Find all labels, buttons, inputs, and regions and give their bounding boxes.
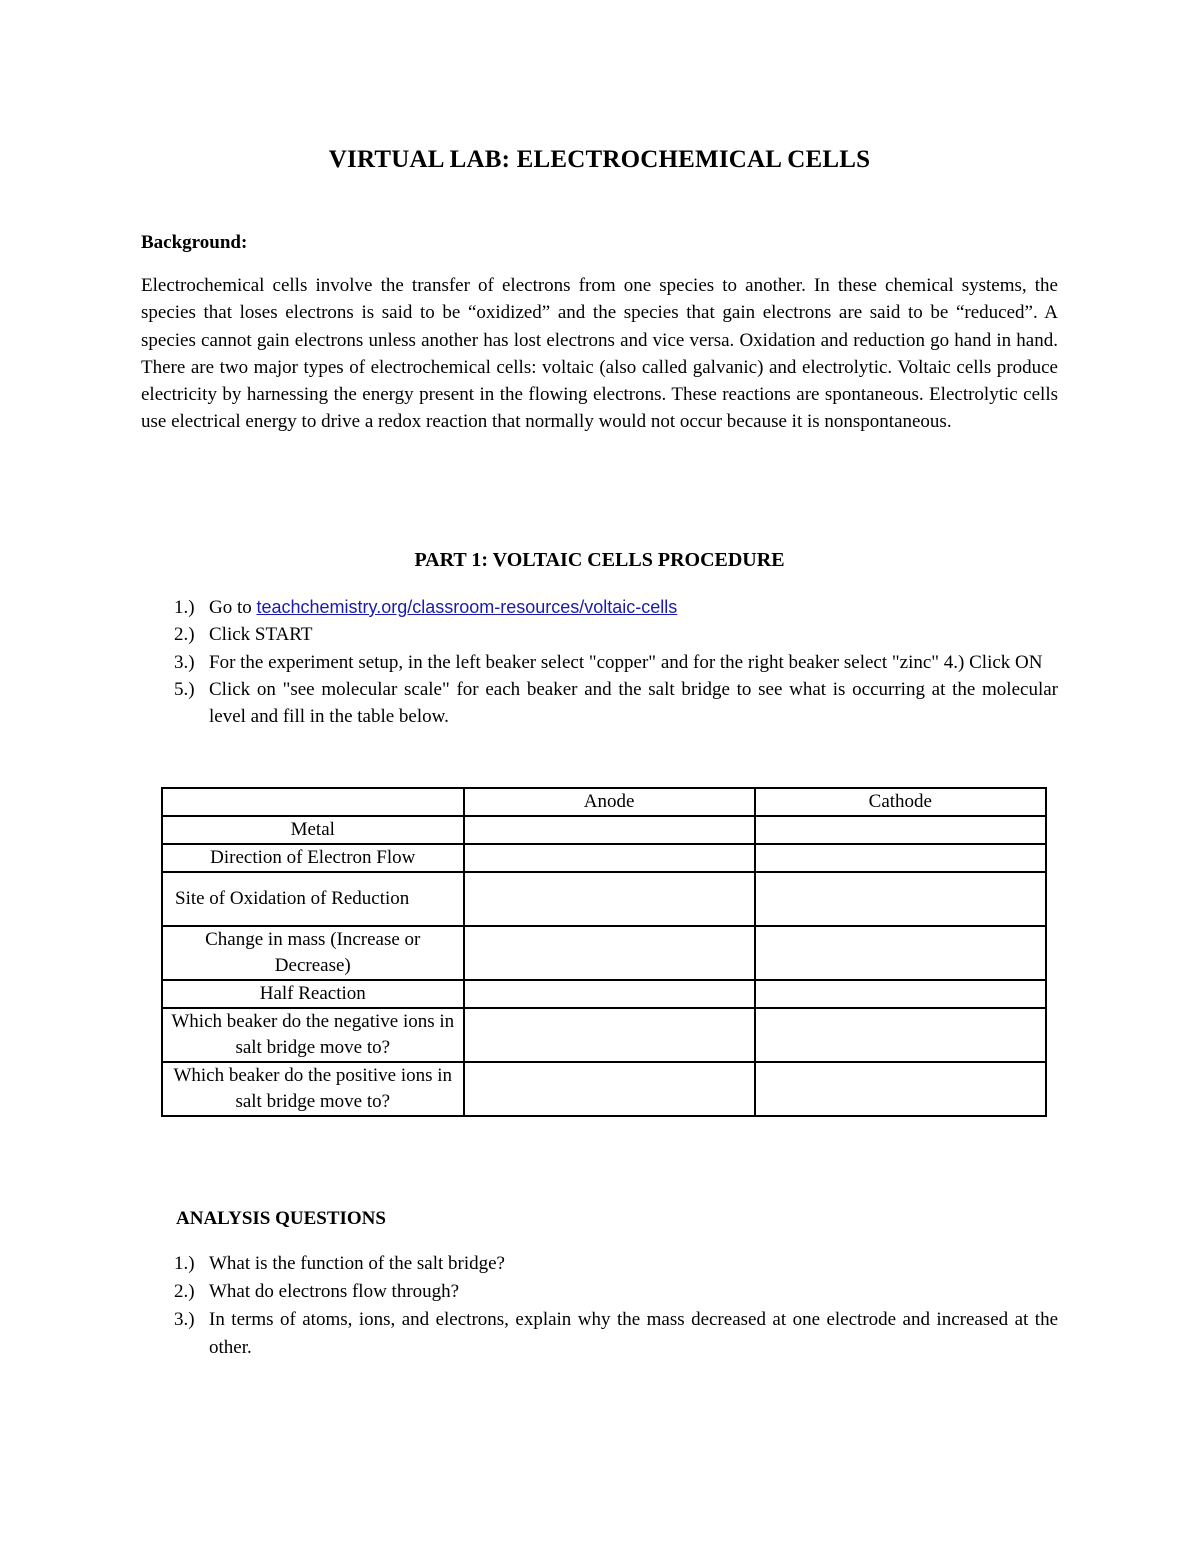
page-title: VIRTUAL LAB: ELECTROCHEMICAL CELLS <box>328 146 871 173</box>
analysis-heading: ANALYSIS QUESTIONS <box>176 1208 386 1229</box>
row-label: Which beaker do the negative ions in salt bridge move to? <box>162 1008 464 1062</box>
cathode-cell[interactable] <box>755 844 1046 872</box>
observation-table <box>161 787 1047 1117</box>
table-row <box>162 872 1046 926</box>
table-row <box>162 1008 1046 1062</box>
table-row <box>162 816 1046 844</box>
anode-cell[interactable] <box>464 926 755 980</box>
step-number: 3.) <box>174 651 195 673</box>
question-text: In terms of atoms, ions, and electrons, explain why the mass decreased at one electrode and increased at the other. <box>209 1309 1058 1358</box>
background-heading: Background: <box>141 232 248 253</box>
cathode-cell[interactable] <box>755 1008 1046 1062</box>
step-number: 5.) <box>174 678 195 700</box>
question-number: 3.) <box>174 1309 195 1330</box>
anode-cell[interactable] <box>464 844 755 872</box>
procedure-step <box>174 594 1058 621</box>
cathode-cell[interactable] <box>755 980 1046 1008</box>
anode-cell[interactable] <box>464 872 755 926</box>
question-text: What do electrons flow through? <box>209 1281 460 1302</box>
row-label: Half Reaction <box>162 980 464 1008</box>
step-text: Click START <box>209 624 313 646</box>
row-label: Site of Oxidation of Reduction <box>162 872 464 926</box>
question-number: 1.) <box>174 1253 195 1274</box>
anode-cell[interactable] <box>464 1062 755 1116</box>
cathode-cell[interactable] <box>755 1062 1046 1116</box>
procedure-step <box>174 621 1058 648</box>
table-row <box>162 1062 1046 1116</box>
analysis-question <box>174 1250 1058 1278</box>
procedure-step <box>174 649 1058 676</box>
step-number: 2.) <box>174 624 195 646</box>
table-header-anode: Anode <box>464 788 755 816</box>
table-header-blank <box>162 788 464 816</box>
table-header-row <box>162 788 1046 816</box>
cathode-cell[interactable] <box>755 926 1046 980</box>
procedure-steps <box>174 594 1058 730</box>
step-text: For the experiment setup, in the left beaker select "copper" and for the right beaker select "zinc" 4.) Click ON <box>209 651 1043 673</box>
row-label: Change in mass (Increase or Decrease) <box>162 926 464 980</box>
row-label: Direction of Electron Flow <box>162 844 464 872</box>
teachchemistry-link[interactable]: teachchemistry.org/classroom-resources/voltaic-cells <box>256 597 678 617</box>
table-header-cathode: Cathode <box>755 788 1046 816</box>
background-paragraph: Electrochemical cells involve the transfer of electrons from one species to another. In these chemical systems, the species that loses electrons is said to be “oxidized” and the species that gain electrons are said to be “reduced”. A species cannot gain electrons unless another has lost electrons and vice versa. Oxidation and reduction go hand in hand. There are two major types of electrochemical cells: voltaic (also called galvanic) and electrolytic. Voltaic cells produce electricity by harnessing the energy present in the flowing electrons. These reactions are spontaneous. Electrolytic cells use electrical energy to drive a redox reaction that normally would not occur because it is nonspontaneous. <box>141 275 1058 433</box>
row-label: Which beaker do the positive ions in salt bridge move to? <box>162 1062 464 1116</box>
anode-cell[interactable] <box>464 816 755 844</box>
cathode-cell[interactable] <box>755 872 1046 926</box>
analysis-questions <box>174 1250 1058 1362</box>
anode-cell[interactable] <box>464 1008 755 1062</box>
question-number: 2.) <box>174 1281 195 1302</box>
step-number: 1.) <box>174 597 195 618</box>
question-text: What is the function of the salt bridge? <box>209 1253 505 1274</box>
table-row <box>162 980 1046 1008</box>
part1-heading: PART 1: VOLTAIC CELLS PROCEDURE <box>414 549 785 571</box>
table-row <box>162 844 1046 872</box>
table-row <box>162 926 1046 980</box>
analysis-question <box>174 1278 1058 1306</box>
cathode-cell[interactable] <box>755 816 1046 844</box>
procedure-step <box>174 676 1058 731</box>
step-text: Click on "see molecular scale" for each beaker and the salt bridge to see what is occurring at the molecular level and fill in the table below. <box>209 678 1058 728</box>
row-label: Metal <box>162 816 464 844</box>
step-text: Go to <box>209 597 257 618</box>
analysis-question <box>174 1306 1058 1362</box>
anode-cell[interactable] <box>464 980 755 1008</box>
